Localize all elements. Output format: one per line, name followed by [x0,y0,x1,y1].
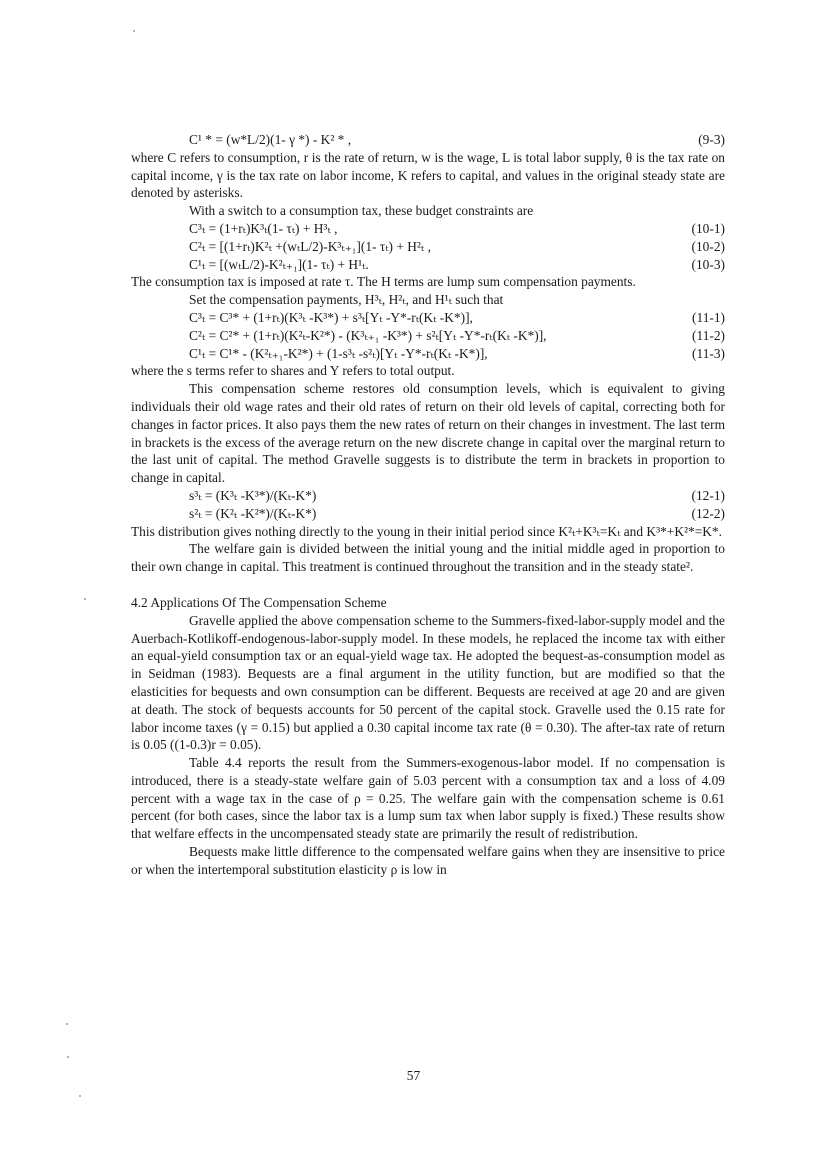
paragraph-shares: where the s terms refer to shares and Y refers to total output. [131,363,455,379]
paragraph-gravelle-application: Gravelle applied the above compensation scheme to the Summers-fixed-labor-supply model and the Auerbach-Kotlikoff-endogenous-labor-supply model. In these models, he replaced the income tax with either an equal-yield consumption tax or an equal-yield wage tax. He adopted the bequest-as-consumption model as in Seidman (1983). Bequests are a final argument in the utility function, but are modified so that the elasticities for bequests and own consumption can be different. Bequests are received at age 20 and are given at death. The stock of bequests accounts for 50 percent of the capital stock. Gravelle used the 0.15 rate for labor income taxes (γ = 0.15) but applied a 0.30 capital income tax rate (θ = 0.30). The after-tax rate of return is 0.05 ((1-0.3)r = 0.05). [131,612,725,753]
equation-number: (10-2) [691,238,725,254]
equation-number: (11-1) [692,309,725,325]
equation-expression: C¹ * = (w*L/2)(1- γ *) - K² * , [189,132,352,147]
paragraph-definitions: where C refers to consumption, r is the rate of return, w is the wage, L is total labor supply, θ is the tax rate on capital income, γ is the tax rate on labor income, K refers to capital, and values in the original steady state are denoted by asterisks. [131,149,725,201]
equation-expression: C²ₜ = [(1+rₜ)K²ₜ +(wₜL/2)-K³ₜ₊₁](1- τₜ) + H²ₜ , [189,238,431,254]
equation-expression: C¹ₜ = [(wₜL/2)-K²ₜ₊₁](1- τₜ) + H¹ₜ. [189,256,369,272]
equation-number: (12-1) [691,487,725,503]
equation-number: (11-2) [692,327,725,343]
equation-number: (9-3) [698,132,725,147]
scan-speck [79,1095,81,1097]
paragraph-compensation-set: Set the compensation payments, H³ₜ, H²ₜ, and H¹ₜ such that [189,292,504,308]
paragraph-table-results: Table 4.4 reports the result from the Summers-exogenous-labor model. If no compensation is introduced, there is a steady-state welfare gain of 5.03 percent with a consumption tax and a loss of 4.09 percent with a wage tax in the case of ρ = 0.25. The welfare gain with the compensation scheme is 0.61 percent (for both cases, since the labor tax is a lump sum tax when labor supply is fixed.) These results show that welfare effects in the uncompensated steady state are primarily the result of redistribution. [131,755,725,842]
equation-number: (10-1) [691,220,725,236]
equation-expression: s²ₜ = (K²ₜ -K²*)/(Kₜ-K*) [189,505,317,521]
equation-expression: s³ₜ = (K³ₜ -K³*)/(Kₜ-K*) [189,487,317,503]
paragraph-switch: With a switch to a consumption tax, these budget constraints are [189,203,534,219]
section-heading: 4.2 Applications Of The Compensation Scheme [131,594,387,610]
equation-11-3 [131,345,725,363]
paragraph-bequests: Bequests make little difference to the compensated welfare gains when they are insensitive to price or when the intertemporal substitution elasticity ρ is low in [131,844,725,877]
equation-12-1 [131,487,725,505]
equation-9-3 [131,131,725,149]
paragraph-distribution: This distribution gives nothing directly to the young in their initial period since K²ₜ+K³ₜ=Kₜ and K³*+K²*=K*. [131,523,722,539]
equation-expression: C³ₜ = C³* + (1+rₜ)(K³ₜ -K³*) + s³ₜ[Yₜ -Y*-rₜ(Kₜ -K*)], [189,309,473,325]
equation-10-3 [131,256,725,274]
equation-10-1 [131,220,725,238]
equation-number: (10-3) [691,256,725,272]
equation-expression: C²ₜ = C²* + (1+rₜ)(K²ₜ-K²*) - (K³ₜ₊₁ -K³*) + s²ₜ[Yₜ -Y*-rₜ(Kₜ -K*)], [189,327,547,343]
scan-speck [67,1056,69,1058]
scan-speck [66,1023,68,1025]
equation-expression: C¹ₜ = C¹* - (K²ₜ₊₁-K²*) + (1-s³ₜ -s²ₜ)[Yₜ -Y*-rₜ(Kₜ -K*)], [189,345,488,361]
scan-speck [84,598,86,600]
paragraph-welfare-gain: The welfare gain is divided between the initial young and the initial middle aged in proportion to their own change in capital. This treatment is continued throughout the transition and in the steady state². [131,541,725,575]
paragraph-consumption-tax: The consumption tax is imposed at rate τ. The H terms are lump sum compensation payments. [131,274,636,290]
equation-11-2 [131,327,725,345]
body-text [131,131,725,879]
equation-number: (12-2) [691,505,725,521]
scan-speck [133,30,135,32]
equation-12-2 [131,505,725,523]
paragraph-scheme-explained: This compensation scheme restores old consumption levels, which is equivalent to giving individuals their old wage rates and their old rates of return on their old levels of capital, correcting both for changes in factor prices. It also pays them the new rates of return on their changes in investment. The last term in brackets is the excess of the average return on the new discrete change in capital over the marginal return to the last unit of capital. The method Gravelle suggests is to distribute the term in brackets in proportion to change in capital. [131,381,725,486]
page-number: 57 [406,1068,421,1083]
equation-11-1 [131,309,725,327]
section-gap [131,576,725,594]
equation-10-2 [131,238,725,256]
equation-expression: C³ₜ = (1+rₜ)K³ₜ(1- τₜ) + H³ₜ , [189,220,338,236]
equation-number: (11-3) [692,345,725,361]
